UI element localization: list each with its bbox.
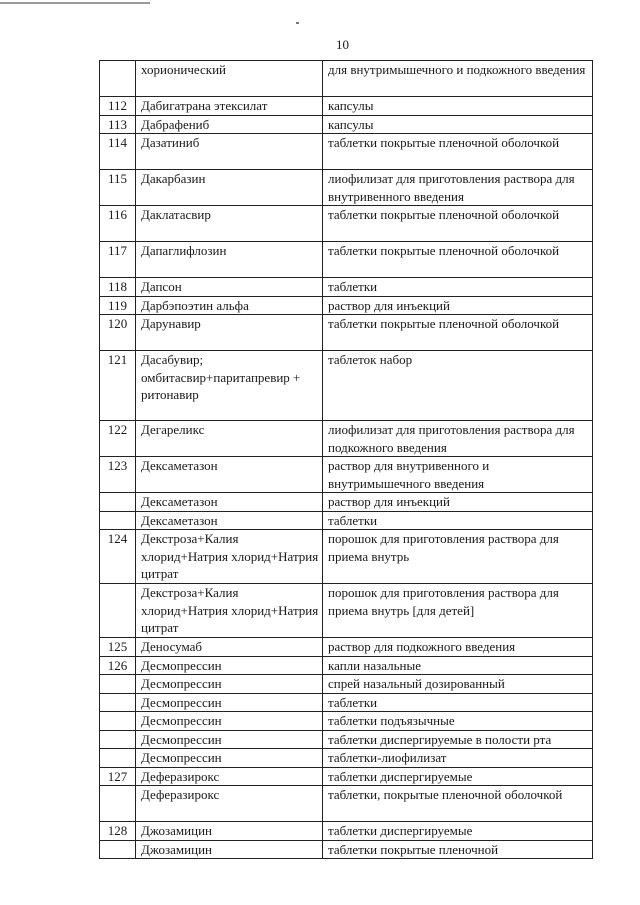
- row-number: 112: [100, 97, 136, 116]
- row-number: 120: [100, 315, 136, 351]
- row-number: 119: [100, 296, 136, 315]
- scan-artifact-line: [0, 2, 150, 4]
- table-row: [100, 749, 593, 768]
- dosage-form: таблетки-лиофилизат: [323, 749, 593, 768]
- row-number: [100, 61, 136, 97]
- drug-table-body: [100, 61, 593, 859]
- dosage-form: таблетки, покрытые пленочной оболочкой: [323, 786, 593, 822]
- table-row: [100, 675, 593, 694]
- row-number: 121: [100, 351, 136, 421]
- drug-name: Десмопрессин: [136, 730, 323, 749]
- drug-name: Джозамицин: [136, 822, 323, 841]
- drug-name: Дазатиниб: [136, 134, 323, 170]
- drug-name: Дегареликс: [136, 421, 323, 457]
- row-number: 117: [100, 242, 136, 278]
- table-row: [100, 242, 593, 278]
- row-number: 123: [100, 457, 136, 493]
- drug-name: Дарбэпоэтин альфа: [136, 296, 323, 315]
- dosage-form: таблетки покрытые пленочной оболочкой: [323, 134, 593, 170]
- drug-name: Дексаметазон: [136, 493, 323, 512]
- row-number: 115: [100, 170, 136, 206]
- table-row: [100, 296, 593, 315]
- table-row: [100, 730, 593, 749]
- dosage-form: для внутримышечного и подкожного введения: [323, 61, 593, 97]
- drug-name: Джозамицин: [136, 840, 323, 859]
- dosage-form: порошок для приготовления раствора для приема внутрь: [323, 530, 593, 584]
- dosage-form: таблетки подъязычные: [323, 712, 593, 731]
- row-number: 126: [100, 656, 136, 675]
- dosage-form: лиофилизат для приготовления раствора для внутривенного введения: [323, 170, 593, 206]
- row-number: 118: [100, 278, 136, 297]
- dosage-form: таблетки покрытые пленочной оболочкой: [323, 315, 593, 351]
- dosage-form: капсулы: [323, 115, 593, 134]
- dosage-form: таблетки покрытые пленочной оболочкой: [323, 206, 593, 242]
- drug-name: Десмопрессин: [136, 749, 323, 768]
- drug-name: Деносумаб: [136, 638, 323, 657]
- scan-artifact-dot: [296, 22, 299, 24]
- table-row: [100, 693, 593, 712]
- dosage-form: таблеток набор: [323, 351, 593, 421]
- drug-name: Дексаметазон: [136, 457, 323, 493]
- drug-name: Деферазирокс: [136, 786, 323, 822]
- row-number: [100, 493, 136, 512]
- table-row: [100, 712, 593, 731]
- row-number: [100, 730, 136, 749]
- row-number: 116: [100, 206, 136, 242]
- dosage-form: раствор для внутривенного и внутримышечного введения: [323, 457, 593, 493]
- drug-name: Декстроза+Калия хлорид+Натрия хлорид+Натрия цитрат: [136, 584, 323, 638]
- dosage-form: раствор для подкожного введения: [323, 638, 593, 657]
- drug-table: [99, 60, 593, 859]
- row-number: [100, 749, 136, 768]
- drug-name: Дабигатрана этексилат: [136, 97, 323, 116]
- table-row: [100, 656, 593, 675]
- dosage-form: капли назальные: [323, 656, 593, 675]
- drug-name: Десмопрессин: [136, 675, 323, 694]
- drug-name: Десмопрессин: [136, 712, 323, 731]
- drug-name: Дарунавир: [136, 315, 323, 351]
- table-row: [100, 170, 593, 206]
- dosage-form: порошок для приготовления раствора для приема внутрь [для детей]: [323, 584, 593, 638]
- row-number: 114: [100, 134, 136, 170]
- dosage-form: спрей назальный дозированный: [323, 675, 593, 694]
- table-row: [100, 840, 593, 859]
- row-number: 124: [100, 530, 136, 584]
- dosage-form: таблетки: [323, 278, 593, 297]
- row-number: [100, 840, 136, 859]
- dosage-form: таблетки диспергируемые в полости рта: [323, 730, 593, 749]
- drug-name: хорионический: [136, 61, 323, 97]
- dosage-form: раствор для инъекций: [323, 296, 593, 315]
- table-row: [100, 767, 593, 786]
- table-row: [100, 421, 593, 457]
- row-number: [100, 786, 136, 822]
- row-number: 122: [100, 421, 136, 457]
- drug-name: Дапаглифлозин: [136, 242, 323, 278]
- table-row: [100, 134, 593, 170]
- drug-name: Деферазирокс: [136, 767, 323, 786]
- drug-name: Десмопрессин: [136, 693, 323, 712]
- table-row: [100, 315, 593, 351]
- dosage-form: раствор для инъекций: [323, 493, 593, 512]
- drug-name: Дабрафениб: [136, 115, 323, 134]
- table-row: [100, 351, 593, 421]
- drug-name: Даклатасвир: [136, 206, 323, 242]
- table-row: [100, 638, 593, 657]
- table-row: [100, 511, 593, 530]
- dosage-form: таблетки покрытые пленочной оболочкой: [323, 242, 593, 278]
- dosage-form: таблетки: [323, 693, 593, 712]
- dosage-form: таблетки диспергируемые: [323, 767, 593, 786]
- row-number: [100, 675, 136, 694]
- table-row: [100, 530, 593, 584]
- drug-name: Дексаметазон: [136, 511, 323, 530]
- table-row: [100, 115, 593, 134]
- row-number: 127: [100, 767, 136, 786]
- row-number: 128: [100, 822, 136, 841]
- table-row: [100, 822, 593, 841]
- dosage-form: таблетки диспергируемые: [323, 822, 593, 841]
- table-row: [100, 61, 593, 97]
- table-row: [100, 97, 593, 116]
- dosage-form: капсулы: [323, 97, 593, 116]
- row-number: [100, 693, 136, 712]
- page-number: 10: [336, 37, 349, 52]
- table-row: [100, 278, 593, 297]
- table-row: [100, 206, 593, 242]
- table-row: [100, 786, 593, 822]
- drug-name: Дапсон: [136, 278, 323, 297]
- row-number: 113: [100, 115, 136, 134]
- drug-name: Декстроза+Калия хлорид+Натрия хлорид+Натрия цитрат: [136, 530, 323, 584]
- table-row: [100, 457, 593, 493]
- dosage-form: таблетки: [323, 511, 593, 530]
- table-row: [100, 584, 593, 638]
- row-number: [100, 712, 136, 731]
- drug-name: Дасабувир; омбитасвир+паритапревир + ритонавир: [136, 351, 323, 421]
- table-row: [100, 493, 593, 512]
- row-number: [100, 584, 136, 638]
- drug-name: Дакарбазин: [136, 170, 323, 206]
- row-number: 125: [100, 638, 136, 657]
- row-number: [100, 511, 136, 530]
- drug-name: Десмопрессин: [136, 656, 323, 675]
- dosage-form: лиофилизат для приготовления раствора для подкожного введения: [323, 421, 593, 457]
- dosage-form: таблетки покрытые пленочной: [323, 840, 593, 859]
